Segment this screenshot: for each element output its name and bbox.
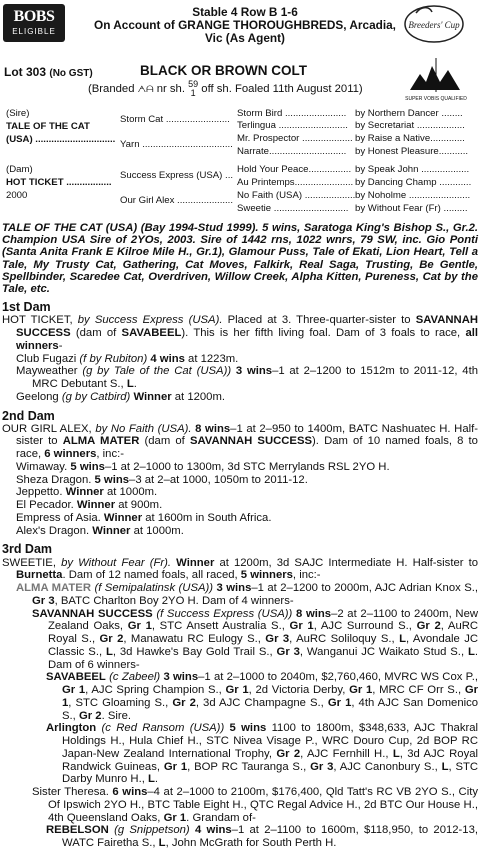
lot-number: Lot 303 (No GST)	[4, 65, 93, 79]
foal-entry: El Pecador. Winner at 900m.	[16, 499, 163, 512]
sire-name: TALE OF THE CAT	[6, 121, 90, 132]
ped-gen4-7: by Noholme .......................	[355, 190, 471, 201]
brand-line: (Branded ᗅᗩ nr sh. 59 1 off sh. Foaled 11th August 2011)	[88, 79, 363, 98]
ped-gen3-4: Narrate.............................	[237, 146, 347, 157]
ped-gen3-1: Storm Bird .......................	[237, 108, 347, 119]
vendor-block	[75, 6, 415, 46]
ped-gen2-2: Yarn ..................................	[120, 139, 233, 150]
foal-entry: Geelong (g by Catbird) Winner at 1200m.	[16, 390, 226, 403]
stable-location: Stable 4 Row B 1-6	[192, 5, 298, 19]
ped-gen2-1: Storm Cat ........................	[120, 114, 230, 125]
first-dam-heading: 1st Dam	[2, 300, 51, 315]
third-dam-heading: 3rd Dam	[2, 542, 53, 557]
ped-gen2-3: Success Express (USA) ...	[120, 170, 234, 181]
catalogue-body	[2, 222, 478, 850]
foal-entry: Empress of Asia. Winner at 1600m in South Africa.	[16, 511, 272, 524]
foal-entry: Sheza Dragon. 5 wins–3 at 2–at 1000, 1050m to 2011-12.	[16, 473, 308, 486]
foal-entry: Wimaway. 5 wins–1 at 2–1000 to 1300m, 3d STC Merrylands RSL 2YO H.	[16, 460, 390, 473]
first-dam-intro: HOT TICKET, by Success Express (USA). Placed at 3. Three-quarter-sister to SAVANNAH SUCCESS (dam of SAVABEEL). This is her fifth living foal. Dam of 3 foals to race, all winners-	[2, 314, 479, 352]
ped-gen4-5: by Speak John ..................	[355, 164, 470, 175]
svg-text:Breeders' Cup: Breeders' Cup	[408, 20, 460, 30]
sire-tag: (Sire)	[6, 108, 30, 119]
breeders-cup-logo	[402, 3, 466, 45]
dam-name: HOT TICKET .................	[6, 177, 112, 188]
catalogue-header	[0, 0, 480, 110]
ped-gen4-1: by Northern Dancer ........	[355, 108, 463, 119]
super-vobis-logo	[402, 52, 470, 104]
svg-text:SUPER VOBIS QUALIFIED: SUPER VOBIS QUALIFIED	[405, 96, 467, 102]
ped-gen4-8: by Without Fear (Fr) .........	[355, 203, 468, 214]
bobs-logo: BOBS ELIGIBLE	[3, 4, 65, 42]
ped-gen2-4: Our Girl Alex .....................	[120, 195, 234, 206]
ped-gen3-7: No Faith (USA) ...................	[237, 190, 356, 201]
foal-entry-arlington: Arlington (c Red Ransom (USA)) 5 wins 1100 to 1800m, $348,633, AJC Thakral Holdings H., Hula Chief H., STC Nivea Visage P., WRC Douro Cup, 2d BOP RC Japan-New Zealand International Trophy, Gr 2, AJC Fernhill H., L, 3d AJC Royal Randwick Guineas, Gr 1, BOP RC Tauranga S., Gr 3, AJC Canonbury S., L, STC Darby Munro H., L.	[46, 722, 479, 786]
foal-entry-rebelson: REBELSON (g Snippetson) 4 wins–1 at 2–1100 to 1600m, $118,950, to 2012-13, WATC Fairetha S., L, John McGrath for South Perth H.	[46, 824, 479, 849]
foal-entry-savabeel: SAVABEEL (c Zabeel) 3 wins–1 at 2–1000 to 2040m, $2,760,460, MVRC WS Cox P., Gr 1, AJC Spring Champion S., Gr 1, 2d Victoria Derby, Gr 1, MRC CF Orr S., Gr 1, STC Gloaming S., Gr 2, 3d AJC Champagne S., Gr 1, 4th AJC San Domenico S., Gr 2. Sire.	[46, 671, 479, 722]
ped-gen4-6: by Dancing Champ ............	[355, 177, 472, 188]
sire-summary: TALE OF THE CAT (USA) (Bay 1994-Stud 1999). 5 wins, Saratoga King's Bishop S., Gr.2. Champion USA Sire of 2YOs, 2003. Sire of 1442 rns, 1022 wnrs, 79 SW, inc. Gio Ponti (Santa Anita Frank E Kilroe Mile H., Gr.1), Glamour Puss, Tale of Ekati, Lion Heart, Tell a Tale, My Trusty Cat, Gathering, Cat Moves, Falkirk, Real Saga, Trusting, Be Gentle, Spellbinder, Scaredee Cat, Overdriven, Willow Creek, Alpha Kitten, Pureness, Cat by the Tale, etc.	[2, 222, 478, 295]
foal-entry: Club Fugazi (f by Rubiton) 4 wins at 1223m.	[16, 352, 239, 365]
third-dam-intro: SWEETIE, by Without Fear (Fr). Winner at 1200m, 3d SAJC Intermediate H. Half-sister to Burnetta. Dam of 12 named foals, all raced, 5 winners, inc:-	[2, 556, 479, 582]
foal-entry-alma-mater: ALMA MATER (f Semipalatinsk (USA)) 3 wins–1 at 2–1200 to 2000m, AJC Adrian Knox S., Gr 3, BATC Charlton Boy 2YO H. Dam of 4 winners-	[16, 582, 479, 607]
foal-entry: Mayweather (g by Tale of the Cat (USA)) 3 wins–1 at 2–1200 to 1512m to 2011-12, 4th MRC Debutant S., L.	[16, 365, 479, 390]
dam-tag: (Dam)	[6, 164, 33, 175]
horse-description: BLACK OR BROWN COLT	[140, 63, 307, 78]
foal-entry-sister-theresa: Sister Theresa. 6 wins–4 at 2–1000 to 2100m, $176,400, Qld Tatt's RC VB 2YO S., City Of Ipswich 2YO H., BTC Table Eight H., QTC Regal Advice H., 2d BTC Our House H., 4th Queensland Oaks, Gr 1. Grandam of-	[32, 786, 478, 824]
second-dam-intro: OUR GIRL ALEX, by No Faith (USA). 8 wins–1 at 2–950 to 1400m, BATC Nashuatec H. Half-sister to ALMA MATER (dam of SAVANNAH SUCCESS). Dam of 10 named foals, 8 to race, 6 winners, inc:-	[2, 422, 479, 461]
second-dam-heading: 2nd Dam	[2, 408, 55, 423]
vendor-line-2: Vic (As Agent)	[205, 31, 285, 46]
ped-gen4-3: by Raise a Native.............	[355, 133, 465, 144]
ped-gen4-2: by Secretariat ..................	[355, 120, 465, 131]
dam-year: 2000	[6, 190, 28, 201]
ped-gen3-3: Mr. Prospector ...................	[237, 133, 353, 144]
ped-gen4-4: by Honest Pleasure...........	[355, 146, 469, 157]
foal-entry-savannah-success: SAVANNAH SUCCESS (f Success Express (USA)) 8 wins–2 at 2–1100 to 2400m, New Zealand Oaks, Gr 1, STC Ansett Australia S., Gr 1, AJC Surround S., Gr 2, AuRC Royal S., Gr 2, Manawatu RC Eulogy S., Gr 3, AuRC Soliloquy S., L, Avondale JC Classic S., L, 3d Hawke's Bay Gold Trail S., Gr 3, Wanganui JC Waikato Stud S., L. Dam of 6 winners-	[32, 607, 479, 671]
sire-country: (USA) ..............................	[6, 134, 116, 145]
brand-mark: ᗅᗩ	[137, 83, 154, 94]
foal-entry: Jeppetto. Winner at 1000m.	[16, 486, 158, 499]
pedigree-table	[0, 109, 480, 221]
ped-gen3-5: Hold Your Peace................	[237, 164, 352, 175]
ped-gen3-6: Au Printemps......................	[237, 177, 354, 188]
ped-gen3-2: Terlingua ..........................	[237, 120, 348, 131]
ped-gen3-8: Sweetie ............................	[237, 203, 349, 214]
vendor-line-1: On Account of GRANGE THOROUGHBREDS, Arcadia,	[94, 18, 396, 33]
foal-entry: Alex's Dragon. Winner at 1000m.	[16, 524, 184, 537]
